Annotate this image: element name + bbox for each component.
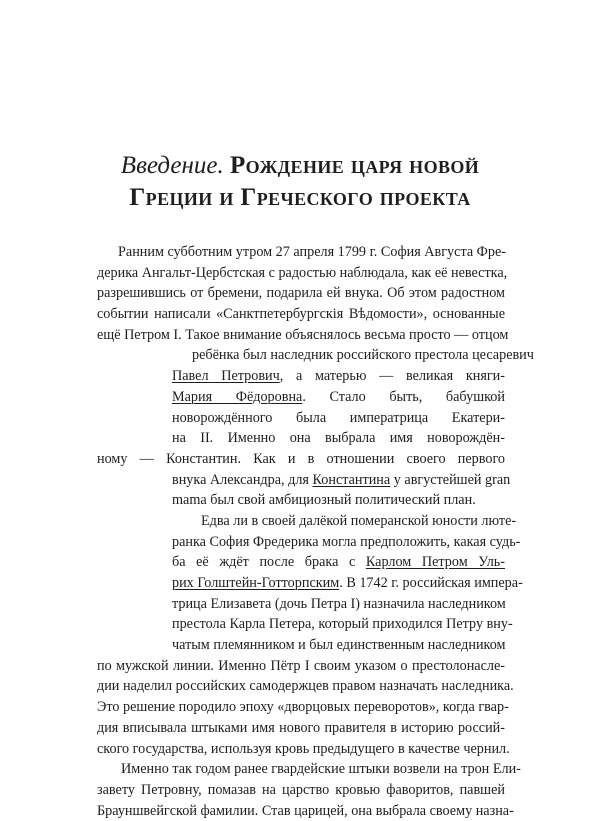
text-line-holstein [97, 573, 523, 594]
heading-intro-label: Введение. [120, 152, 224, 179]
text-line: трица Елизавета (дочь Петра I) назначила наследником [172, 595, 506, 612]
text-fragment: внука Александра, для [172, 471, 313, 488]
text-line: ребёнка был наследник российского престола цесаревич [192, 347, 534, 364]
text-line-karl [97, 552, 505, 573]
text-line: Именно так годом ранее гвардейские штыки возвели на трон Ели- [121, 761, 521, 778]
text-line-maria [97, 387, 505, 408]
text-line: ского государства, используя кровь предыдущего в качестве чернил. [97, 740, 510, 757]
link-karl-peter-ulrich[interactable]: Карлом Петром Уль- [365, 554, 505, 571]
text-line: разрешившись от бремени, подарила ей внука. Об этом радостном [97, 285, 505, 302]
text-line: новорождённого была императрица Екатери- [172, 409, 505, 426]
link-holstein-gottorp[interactable]: рих Голштейн-Готторпским [172, 575, 340, 591]
text-line: дия вписывала штыками имя нового правителя в историю россий- [97, 719, 505, 736]
link-pavel-petrovich[interactable]: Павел Петрович [172, 368, 280, 385]
text-line: Ранним субботним утром 27 апреля 1799 г. София Августа Фре- [118, 244, 506, 260]
text-fragment: у августейшей gran [390, 471, 511, 488]
text-line: Брауншвейгской фамилии. Став царицей, она выбрала своему назна- [97, 802, 514, 819]
text-fragment: . В 1742 г. российская импера- [339, 575, 523, 591]
heading-line-1 [0, 150, 600, 182]
text-fragment: ба её ждёт после брака с [172, 554, 366, 571]
text-line: ещё Петром I. Такое внимание объяснялось весьма просто — отцом [97, 326, 509, 343]
text-line-pavel [97, 366, 505, 387]
text-fragment: , а матерью — великая княги- [279, 368, 505, 385]
text-line: ранка София Фредерика могла предположить, какая судь- [172, 533, 521, 550]
text-line: Едва ли в своей далёкой померанской юности люте- [201, 512, 517, 529]
heading-title-part-2: Греции и Греческого проекта [129, 184, 471, 211]
text-line: Это решение породило эпоху «дворцовых переворотов», когда гвар- [97, 699, 509, 716]
text-line: дии наделил российских самодержцев правом назначать наследника. [97, 678, 514, 695]
text-line: дерика Ангальт-Цербстская с радостью наблюдала, как её невестка, [97, 264, 508, 281]
link-konstantin[interactable]: Константина [312, 471, 391, 488]
text-line: ному — Константин. Как и в отношении своего первого [97, 450, 505, 467]
text-line: чатым племянником и был единственным наследником [172, 637, 506, 654]
body-text [97, 242, 534, 821]
text-line: престола Карла Петера, который приходился Петру вну- [172, 616, 513, 633]
text-line: на II. Именно она выбрала имя новорождён- [172, 430, 505, 447]
text-line: завету Петровну, помазав на царство кровью фаворитов, павшей [97, 781, 505, 798]
link-maria-fyodorovna[interactable]: Мария Фёдоровна [172, 388, 303, 405]
text-line: по мужской линии. Именно Пётр I своим указом о престолонасле- [97, 657, 505, 674]
heading-title-part-1: Рождение царя новой [229, 152, 480, 179]
text-fragment: . Стало быть, бабушкой [302, 388, 505, 405]
chapter-heading [0, 150, 600, 214]
text-line-konstantin [97, 470, 511, 491]
text-line: mama был свой амбициозный политический план. [172, 492, 476, 509]
text-line: событии написали «Санктпетербургскiя Вѣдомости», основанные [97, 306, 505, 323]
